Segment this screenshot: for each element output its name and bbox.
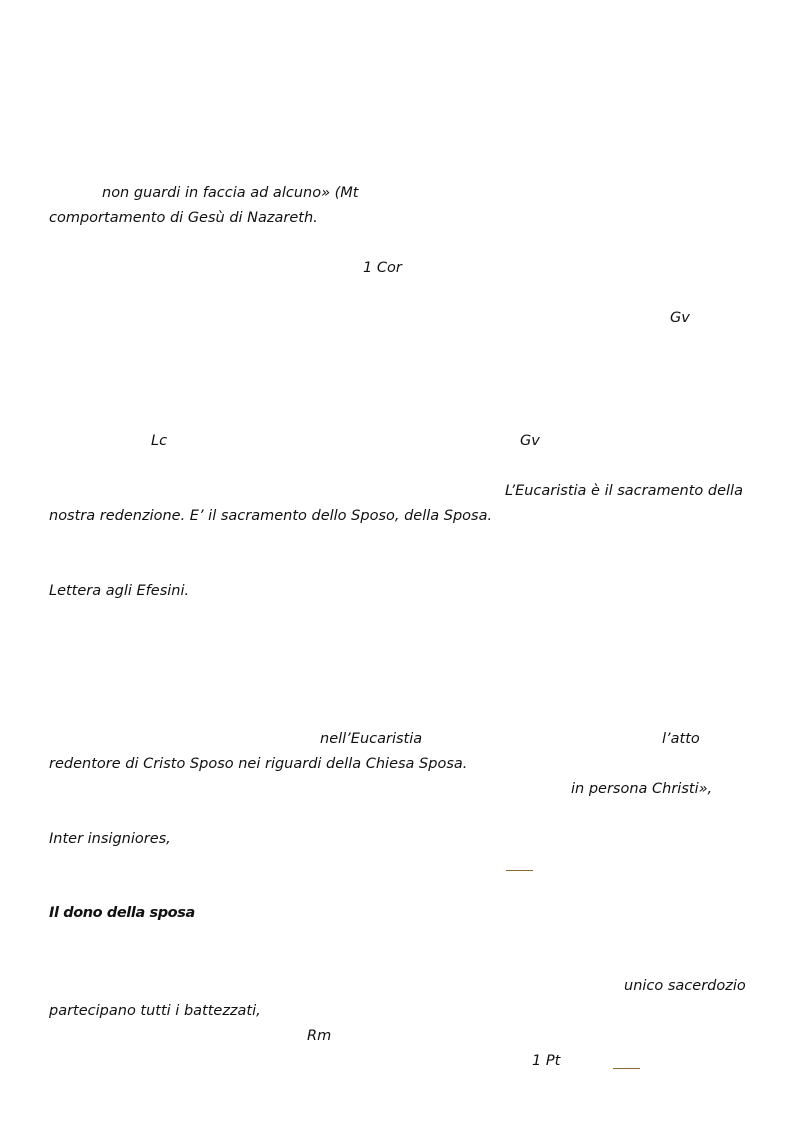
text-fragment: Gv bbox=[670, 310, 690, 326]
footnote-mark bbox=[613, 1068, 640, 1069]
footnote-mark bbox=[506, 870, 533, 871]
section-heading: Il dono della sposa bbox=[49, 905, 195, 921]
text-fragment: redentore di Cristo Sposo nei riguardi della Chiesa Sposa. bbox=[49, 756, 468, 772]
text-fragment: l’atto bbox=[662, 731, 700, 747]
text-fragment: Inter insigniores, bbox=[49, 831, 171, 847]
text-fragment: in persona Christi», bbox=[571, 781, 713, 797]
text-fragment: partecipano tutti i battezzati, bbox=[49, 1003, 261, 1019]
text-fragment: 1 Cor bbox=[363, 260, 402, 276]
text-fragment: Rm bbox=[307, 1028, 332, 1044]
text-fragment: comportamento di Gesù di Nazareth. bbox=[49, 210, 318, 226]
text-fragment: unico sacerdozio bbox=[624, 978, 746, 994]
text-fragment: Gv bbox=[520, 433, 540, 449]
text-fragment: L’Eucaristia è il sacramento della bbox=[505, 483, 743, 499]
text-fragment: nell’Eucaristia bbox=[320, 731, 423, 747]
text-fragment: nostra redenzione. E’ il sacramento dello Sposo, della Sposa. bbox=[49, 508, 493, 524]
text-fragment: Lc bbox=[151, 433, 168, 449]
text-fragment: Lettera agli Efesini. bbox=[49, 583, 190, 599]
text-fragment: 1 Pt bbox=[532, 1053, 561, 1069]
text-fragment: non guardi in faccia ad alcuno» (Mt bbox=[102, 185, 359, 201]
